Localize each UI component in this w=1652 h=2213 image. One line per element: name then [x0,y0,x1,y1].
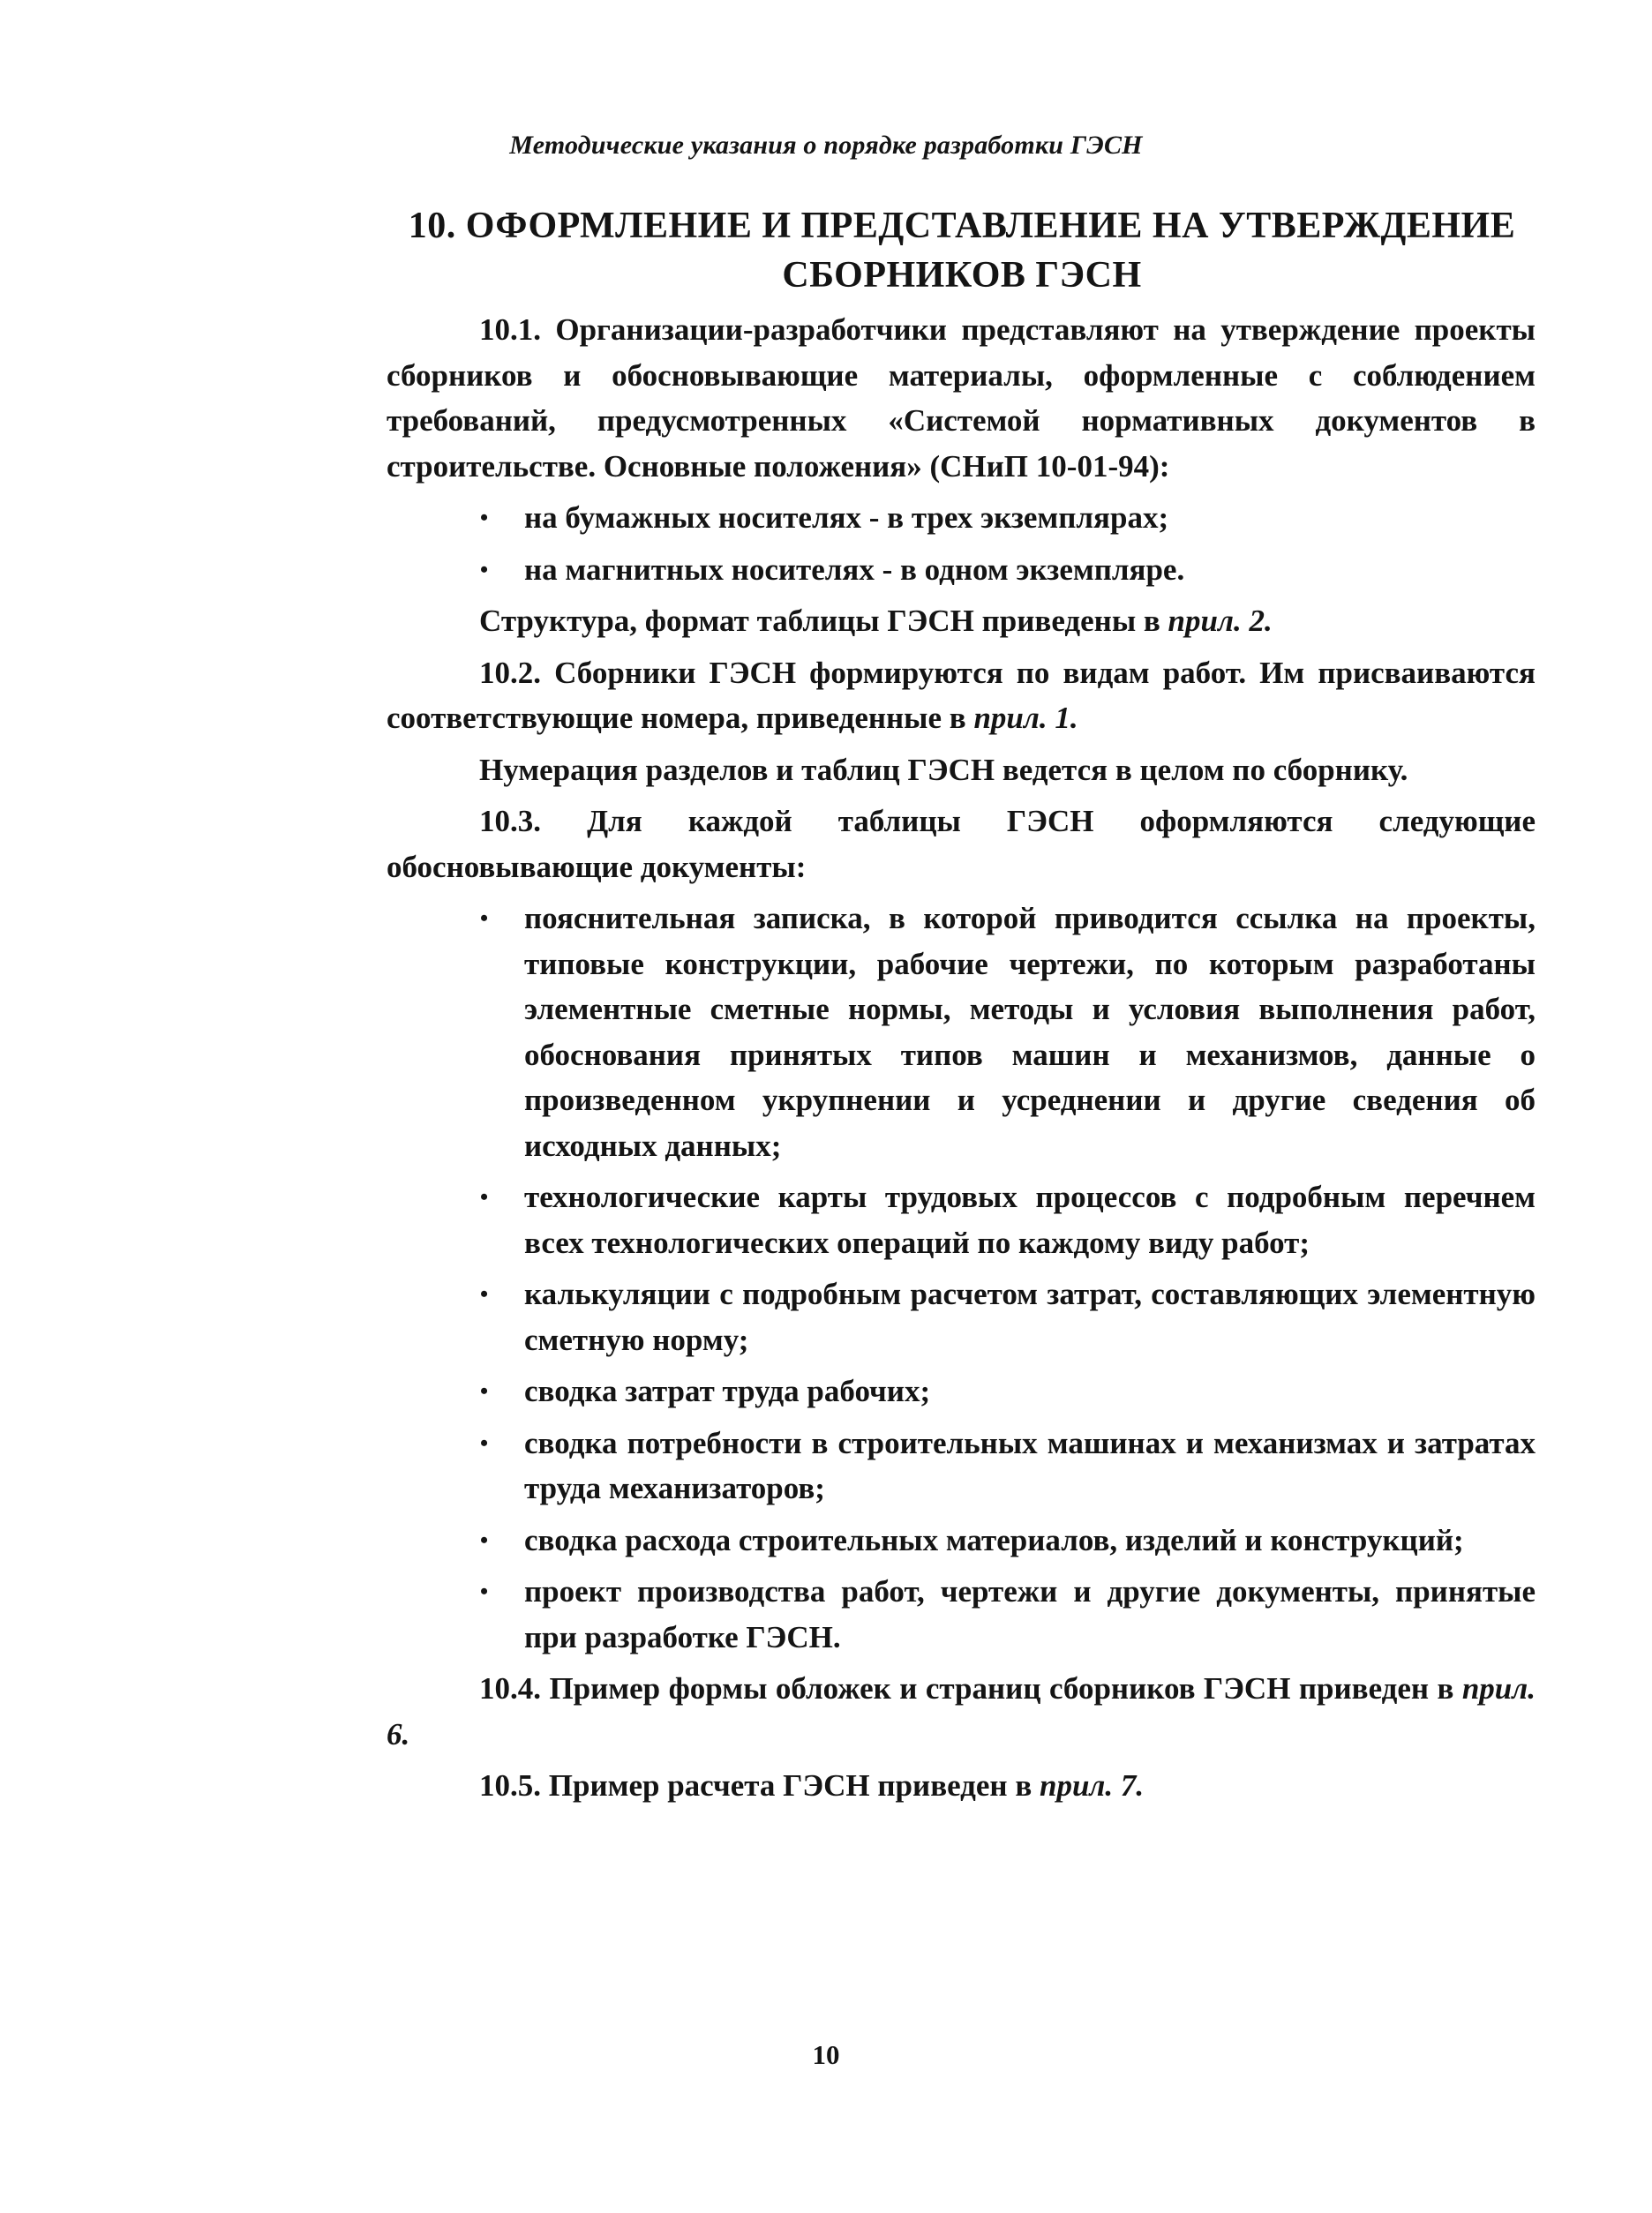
list-item [387,896,1536,1168]
list-item [387,1174,1536,1265]
bullet-icon: • [480,556,489,582]
list-item-text: на бумажных носителях - в трех экземплярах; [524,500,1169,535]
section-title [388,201,1536,300]
paragraph-text: Структура, формат таблицы ГЭСН приведены в [479,604,1168,638]
appendix-reference: прил. 1. [973,701,1078,735]
list-item [387,1569,1536,1660]
list-item [387,495,1536,541]
paragraph-number: 10.1. [479,312,541,347]
bullet-icon: • [480,905,489,931]
list-item [387,1272,1536,1362]
appendix-reference: прил. 2. [1168,604,1273,638]
list-item [387,547,1536,593]
paragraph-10-5 [387,1763,1536,1809]
bullet-icon: • [480,1429,489,1456]
page-number: 10 [812,2039,840,2070]
list-item-text: технологические карты трудовых процессов с подробным перечнем всех технологических операций по каждому виду работ; [524,1180,1536,1260]
paragraph-structure [387,598,1536,644]
paragraph-text: Для каждой таблицы ГЭСН оформляются следующие обосновывающие документы: [387,804,1536,884]
list-item [387,1518,1536,1564]
section-title-line2: СБОРНИКОВ ГЭСН [782,255,1142,296]
paragraph-number: 10.4. [479,1671,541,1706]
bullet-icon: • [480,1184,489,1210]
paragraph-number: 10.2. [479,655,541,690]
bullet-icon: • [480,505,489,530]
paragraph-text: Пример расчета ГЭСН приведен в [541,1768,1040,1803]
section-body [387,307,1536,1809]
list-item-text: пояснительная записка, в которой приводится ссылка на проекты, типовые конструкции, рабочие чертежи, по которым разработаны элементные сметные нормы, методы и условия выполнения работ, обоснования принятых типов машин и механизмов, данные о произведенном укрупнении и усреднении и другие сведения об исходных данных; [524,901,1536,1163]
paragraph-number: 10.3. [479,804,541,838]
running-header: Методические указания о порядке разработки ГЭСН [509,131,1143,160]
appendix-reference: прил. 7. [1039,1768,1145,1803]
paragraph-numbering: Нумерация разделов и таблиц ГЭСН ведется в целом по сборнику. [479,752,1408,787]
bullet-list-media [387,495,1536,592]
bullet-list-documents [387,896,1536,1660]
paragraph-10-4 [387,1666,1536,1757]
bullet-icon: • [480,1527,489,1553]
appendix-reference: прил. 6. [387,1671,1536,1752]
list-item [387,1421,1536,1512]
paragraph-text: Пример формы обложек и страниц сборников ГЭСН приведен в [541,1671,1462,1706]
paragraph-text: Сборники ГЭСН формируются по видам работ. Им присваиваются соответствующие номера, приведенные в [387,655,1536,735]
section-title-line1: 10. ОФОРМЛЕНИЕ И ПРЕДСТАВЛЕНИЕ НА УТВЕРЖДЕНИЕ [408,206,1516,246]
paragraph-number: 10.5. [479,1768,541,1803]
list-item-text: проект производства работ, чертежи и другие документы, принятые при разработке ГЭСН. [524,1574,1536,1654]
paragraph-10-2 [387,650,1536,741]
list-item-text: сводка расхода строительных материалов, изделий и конструкций; [524,1522,1464,1557]
bullet-icon: • [480,1281,489,1307]
paragraph-10-1 [387,307,1536,489]
list-item-text: калькуляции с подробным расчетом затрат, составляющих элементную сметную норму; [524,1277,1536,1357]
list-item [387,1369,1536,1414]
list-item-text: сводка затрат труда рабочих; [524,1374,931,1408]
list-item-text: на магнитных носителях - в одном экземпляре. [524,551,1185,587]
paragraph-text: Организации-разработчики представляют на утверждение проекты сборников и обосновывающие материалы, оформленные с соблюдением требований, предусмотренных «Системой нормативных документов в строительстве. Основные положения» (СНиП 10-01-94): [387,312,1536,484]
list-item-text: сводка потребности в строительных машинах и механизмах и затратах труда механизаторов; [524,1425,1536,1505]
bullet-icon: • [480,1579,489,1604]
paragraph-10-3 [387,799,1536,889]
bullet-icon: • [480,1378,489,1404]
